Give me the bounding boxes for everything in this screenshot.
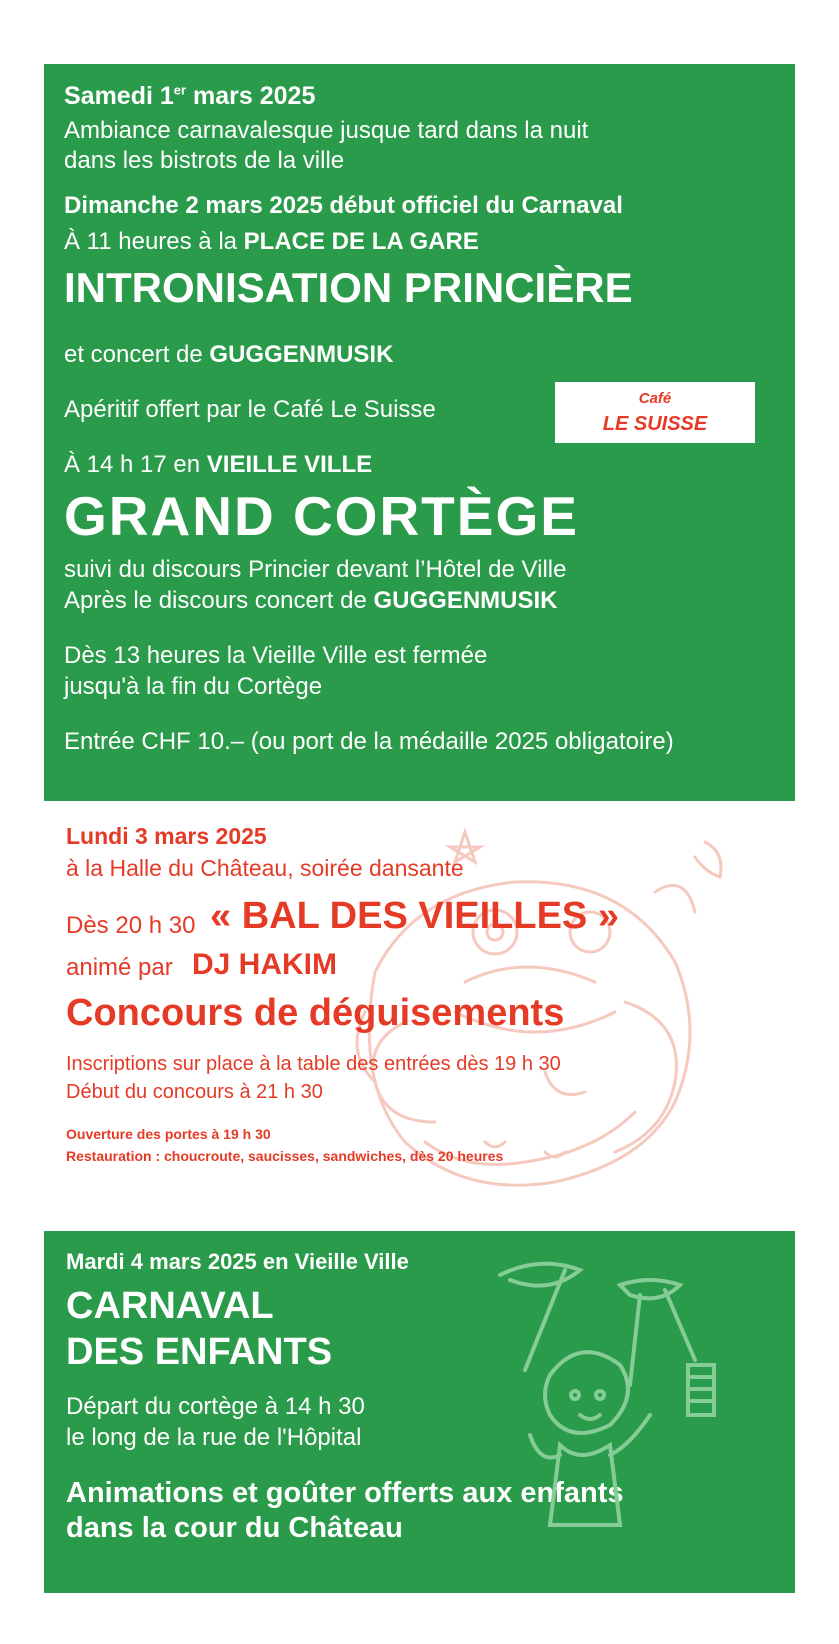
intronisation-title: INTRONISATION PRINCIÈRE	[64, 264, 633, 311]
doors-line: Ouverture des portes à 19 h 30	[66, 1126, 271, 1142]
cafe-logo-small: Café	[638, 390, 672, 407]
aperitif-line: Apéritif offert par le Café Le Suisse	[64, 396, 436, 423]
speech-line2: Après le discours concert de GUGGENMUSIK	[64, 587, 558, 614]
grand-cortege-title: GRAND CORTÈGE	[64, 485, 579, 547]
saturday-date: Samedi 1er mars 2025	[64, 82, 316, 110]
speech-line1: suivi du discours Princier devant l’Hôtel de Ville	[64, 556, 567, 583]
food-line: Restauration : choucroute, saucisses, sandwiches, dès 20 heures	[66, 1148, 504, 1164]
dj-name: DJ HAKIM	[192, 948, 338, 981]
contest-start-line: Début du concours à 21 h 30	[66, 1081, 323, 1103]
entry-line: Entrée CHF 10.– (ou port de la médaille 2025 obligatoire)	[64, 728, 674, 755]
monday-venue: à la Halle du Château, soirée dansante	[66, 855, 464, 881]
saturday-line2: dans les bistrots de la ville	[64, 147, 345, 174]
tuesday-title2: DES ENFANTS	[66, 1331, 333, 1373]
sunday-saturday-panel	[44, 64, 795, 801]
animations-line2: dans la cour du Château	[66, 1512, 403, 1544]
tuesday-title1: CARNAVAL	[66, 1285, 274, 1327]
inscriptions-line: Inscriptions sur place à la table des entrées dès 19 h 30	[66, 1053, 561, 1075]
cafe-logo-big: LE SUISSE	[602, 413, 708, 435]
sunday-heading: Dimanche 2 mars 2025 début officiel du Carnaval	[64, 192, 623, 219]
ball-time: Dès 20 h 30	[66, 912, 196, 939]
contest-title: Concours de déguisements	[66, 992, 565, 1034]
monday-heading: Lundi 3 mars 2025	[66, 823, 267, 849]
concert-line: et concert de GUGGENMUSIK	[64, 341, 394, 368]
ball-title: « BAL DES VIEILLES »	[210, 895, 619, 937]
sunday-time: À 11 heures à la PLACE DE LA GARE	[64, 228, 479, 255]
dj-pre: animé par	[66, 954, 173, 981]
cafe-le-suisse-logo	[555, 382, 755, 443]
closed-line1: Dès 13 heures la Vieille Ville est fermée	[64, 642, 488, 669]
animations-line1: Animations et goûter offerts aux enfants	[66, 1477, 624, 1509]
depart-line1: Départ du cortège à 14 h 30	[66, 1393, 365, 1420]
parade-time: À 14 h 17 en VIEILLE VILLE	[64, 451, 373, 478]
tuesday-heading: Mardi 4 mars 2025 en Vieille Ville	[66, 1249, 409, 1274]
closed-line2: jusqu'à la fin du Cortège	[64, 673, 323, 700]
depart-line2: le long de la rue de l'Hôpital	[66, 1424, 362, 1451]
child-with-net-sketch	[490, 1255, 750, 1535]
saturday-line1: Ambiance carnavalesque jusque tard dans la nuit	[64, 117, 589, 144]
